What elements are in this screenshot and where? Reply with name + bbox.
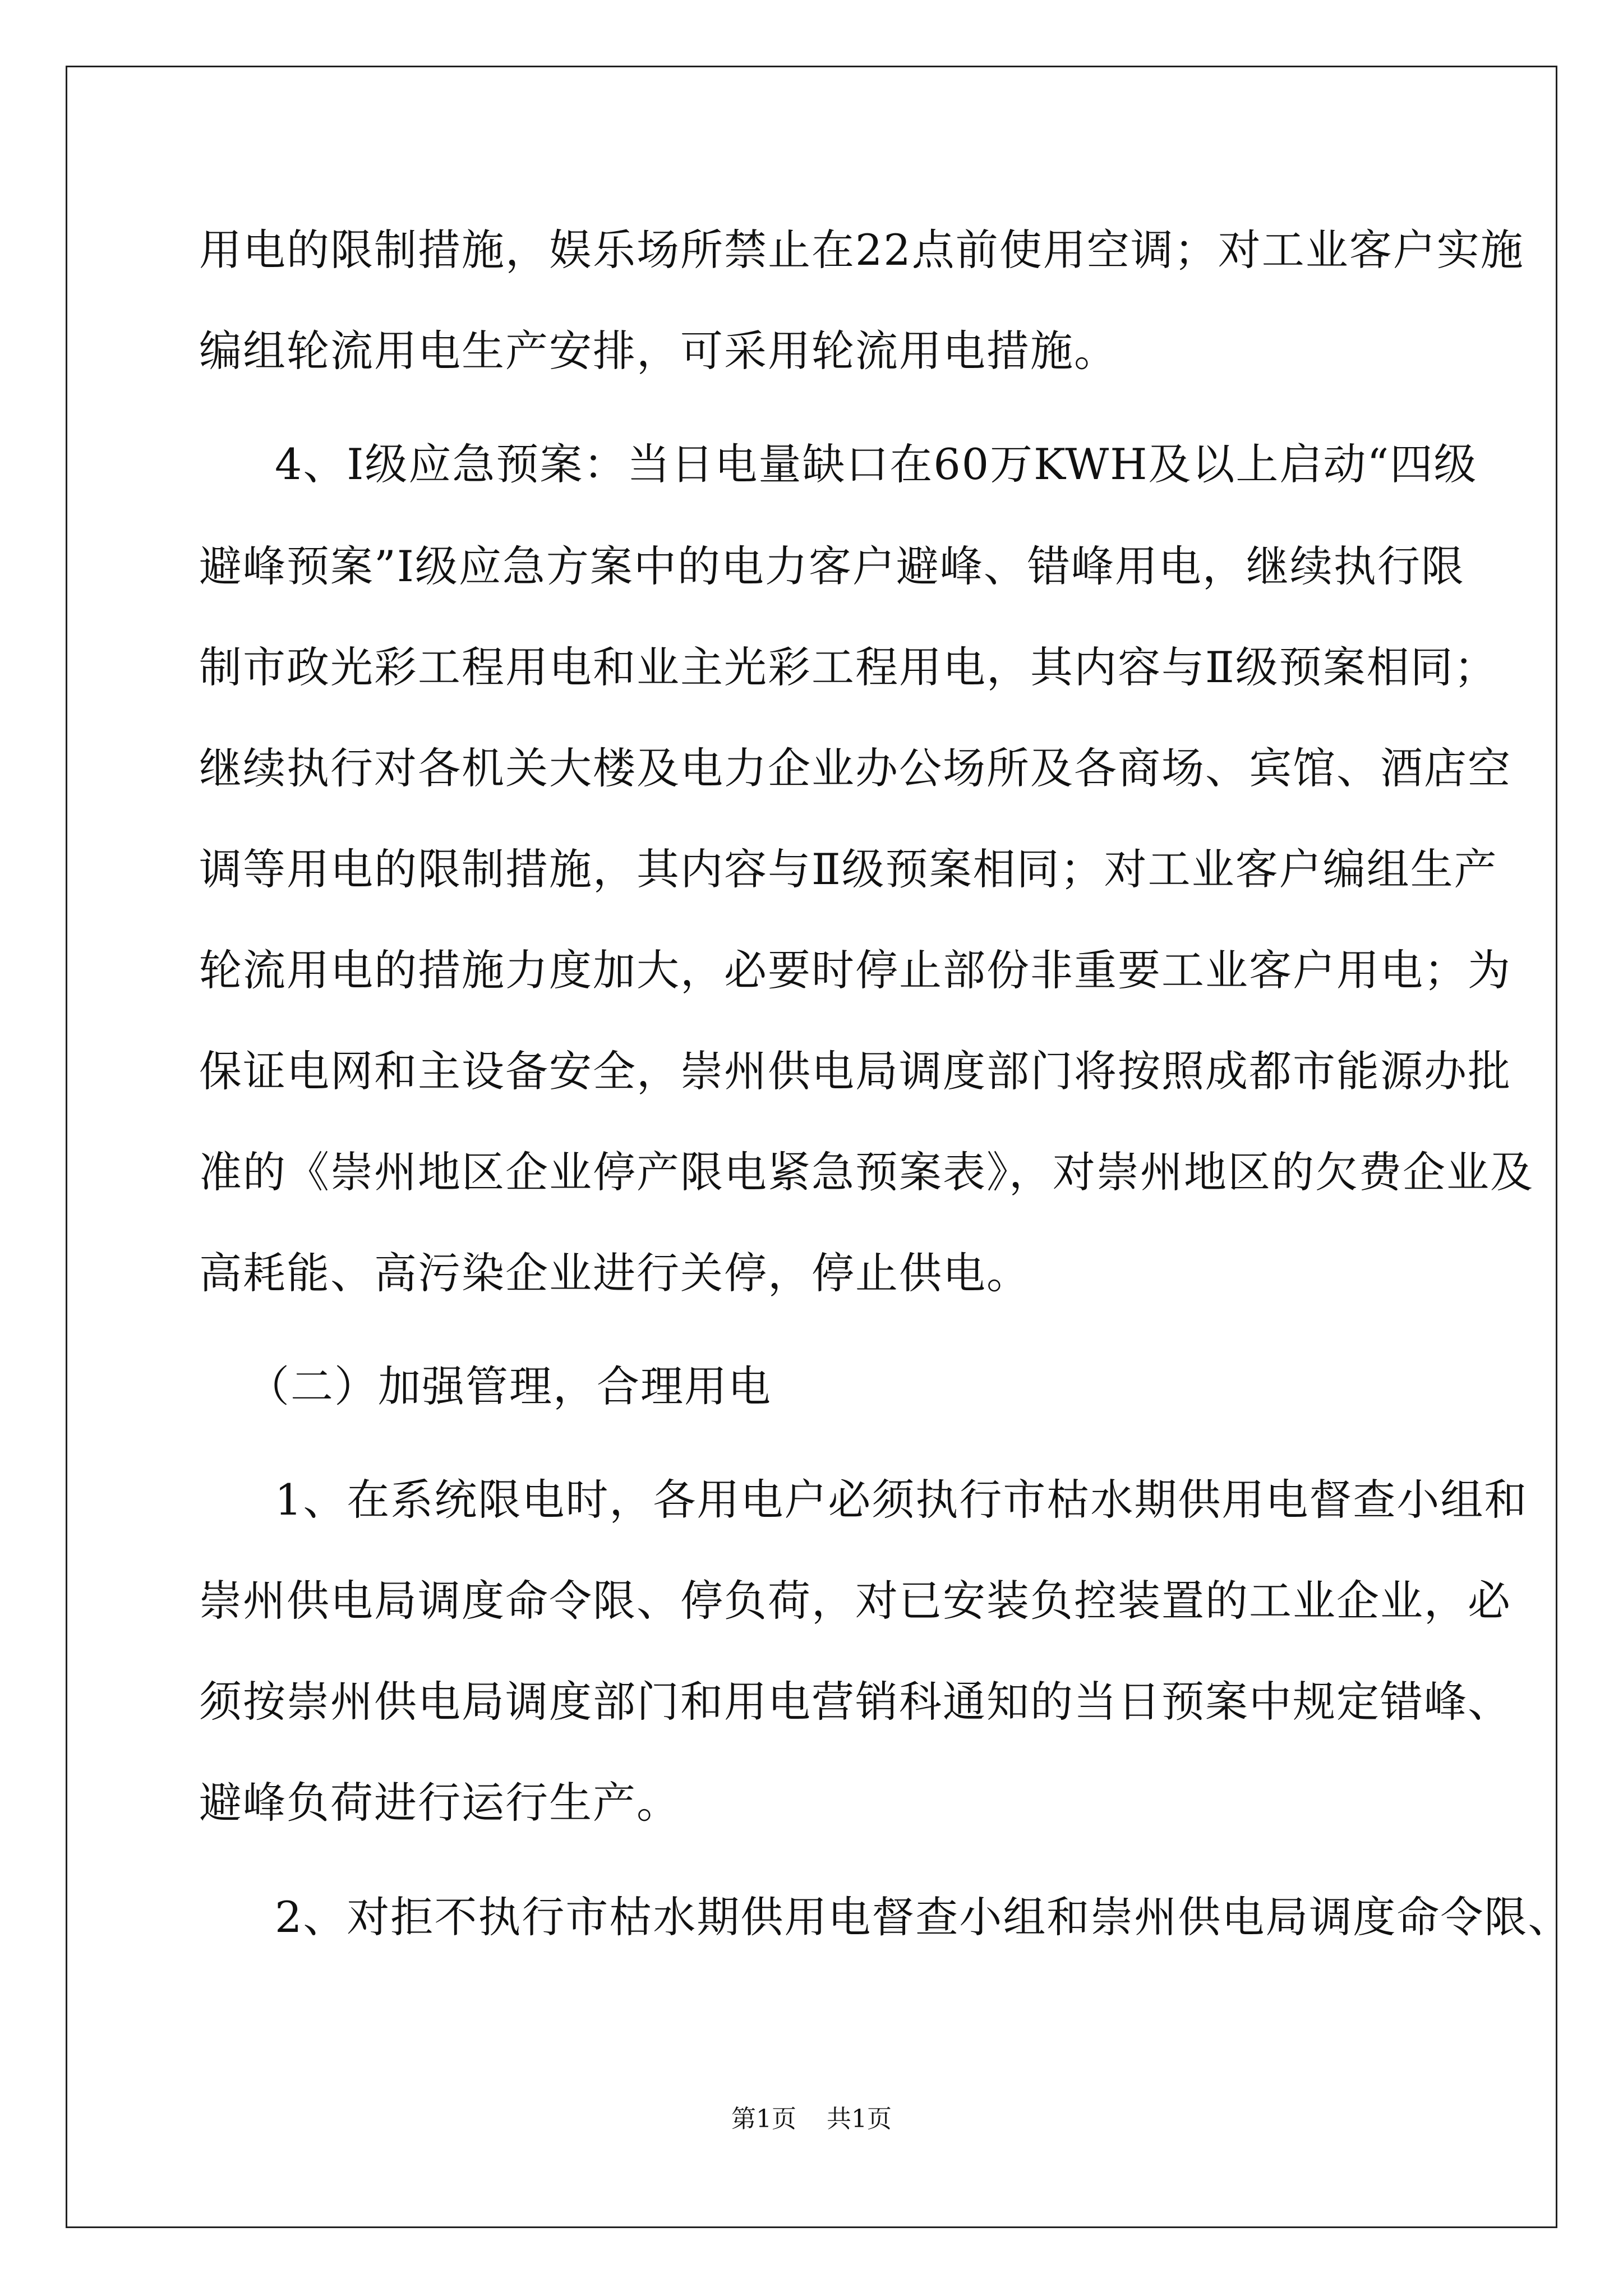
body-line: 保证电网和主设备安全，崇州供电局调度部门将按照成都市能源办批 (199, 1046, 1511, 1096)
body-line: 避峰负荷进行运行生产。 (199, 1778, 680, 1828)
paragraph-line: 2、对拒不执行市枯水期供用电督查小组和崇州供电局调度命令限、 (275, 1892, 1572, 1942)
body-line: 继续执行对各机关大楼及电力企业办公场所及各商场、宾馆、酒店空 (199, 743, 1511, 793)
page-total: 共1页 (827, 2105, 892, 2133)
body-line: 用电的限制措施，娱乐场所禁止在22点前使用空调；对工业客户实施 (199, 225, 1524, 275)
body-line: 崇州供电局调度命令限、停负荷，对已安装负控装置的工业企业，必 (199, 1576, 1511, 1626)
section-heading: （二）加强管理，合理用电 (247, 1361, 772, 1411)
page-number: 第1页 (731, 2105, 796, 2133)
body-line: 制市政光彩工程用电和业主光彩工程用电，其内容与Ⅱ级预案相同； (199, 642, 1498, 692)
body-line: 调等用电的限制措施，其内容与Ⅱ级预案相同；对工业客户编组生产 (199, 844, 1498, 894)
paragraph-line: 4、Ⅰ级应急预案：当日电量缺口在60万KWH及以上启动“四级 (275, 439, 1478, 489)
page-footer (0, 2102, 1623, 2136)
body-line: 编组轮流用电生产安排，可采用轮流用电措施。 (199, 326, 1118, 376)
body-line: 避峰预案”Ⅰ级应急方案中的电力客户避峰、错峰用电，继续执行限 (199, 541, 1465, 591)
paragraph-line: 1、在系统限电时，各用电户必须执行市枯水期供用电督查小组和 (275, 1475, 1528, 1525)
body-line: 轮流用电的措施力度加大，必要时停止部份非重要工业客户用电；为 (199, 945, 1511, 995)
body-line: 须按崇州供电局调度部门和用电营销科通知的当日预案中规定错峰、 (199, 1677, 1511, 1727)
body-line: 高耗能、高污染企业进行关停，停止供电。 (199, 1248, 1030, 1298)
body-line: 准的《崇州地区企业停产限电紧急预案表》，对崇州地区的欠费企业及 (199, 1147, 1534, 1197)
